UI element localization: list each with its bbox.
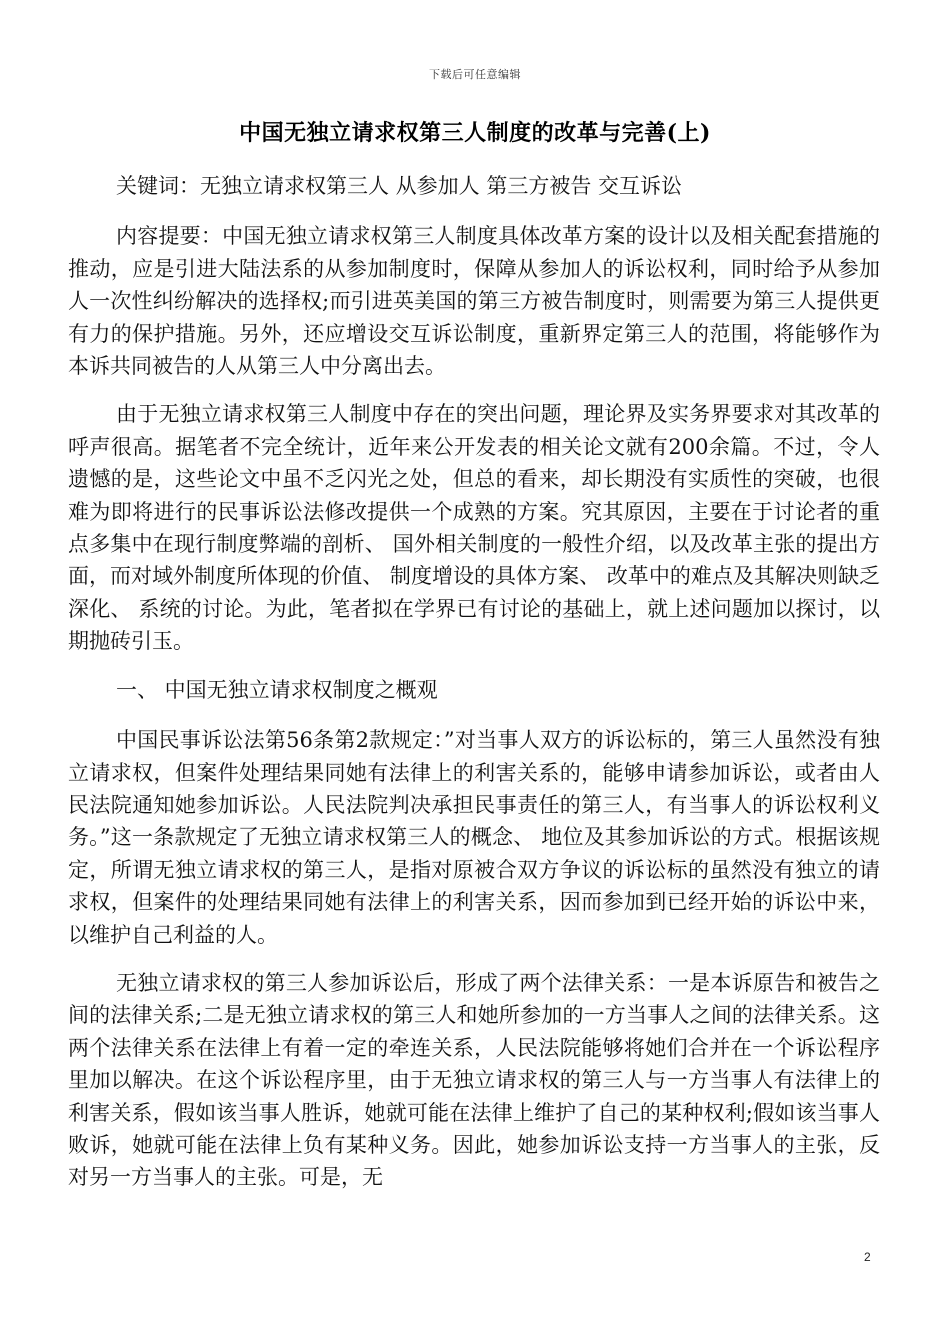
intro-paragraph: 由于无独立请求权第三人制度中存在的突出问题，理论界及实务界要求对其改革的呼声很高。据笔者不完全统计，近年来公开发表的相关论文就有200余篇。不过，令人遗憾的是，这些论文中虽不乏闪光之处，但总的看来，却长期没有实质性的突破，也很难为即将进行的民事诉讼法修改提供一个成熟的方案。究其原因，主要在于讨论者的重点多集中在现行制度弊端的剖析、 国外相关制度的一般性介绍，以及改革主张的提出方面，而对域外制度所体现的价值、 制度增设的具体方案、 改革中的难点及其解决则缺乏深化、 系统的讨论。为此，笔者拟在学界已有讨论的基础上，就上述问题加以探讨，以期抛砖引玉。 <box>68 402 880 654</box>
document-title: 中国无独立请求权第三人制度的改革与完善(上) <box>239 120 711 146</box>
page-number: 2 <box>864 1250 871 1264</box>
abstract-paragraph: 内容提要：中国无独立请求权第三人制度具体改革方案的设计以及相关配套措施的推动，应是引进大陆法系的从参加制度时，保障从参加人的诉讼权利，同时给予从参加人一次性纠纷解决的选择权;而引进英美国的第三方被告制度时，则需要为第三人提供更有力的保护措施。另外，还应增设交互诉讼制度，重新界定第三人的范围，将能够作为本诉共同被告的人从第三人中分离出去。 <box>68 224 880 379</box>
body-paragraph: 中国民事诉讼法第56条第2款规定：”对当事人双方的诉讼标的，第三人虽然没有独立请求权，但案件处理结果同她有法律上的利害关系的，能够申请参加诉讼，或者由人民法院通知她参加诉讼。人民法院判决承担民事责任的第三人，有当事人的诉讼权利义务。”这一条款规定了无独立请求权第三人的概念、 地位及其参加诉讼的方式。根据该规定，所谓无独立请求权的第三人，是指对原被合双方争议的诉讼标的虽然没有独立的请求权，但案件的处理结果同她有法律上的利害关系，因而参加到已经开始的诉讼中来，以维护自己利益的人。 <box>68 728 880 947</box>
section-heading: 一、 中国无独立请求权制度之概观 <box>116 677 438 702</box>
keywords-paragraph: 关键词：无独立请求权第三人 从参加人 第三方被告 交互诉讼 <box>116 174 683 198</box>
document-body <box>68 170 880 1210</box>
body-paragraph: 无独立请求权的第三人参加诉讼后，形成了两个法律关系：一是本诉原告和被告之间的法律关系;二是无独立请求权的第三人和她所参加的一方当事人之间的法律关系。这两个法律关系在法律上有着一定的牵连关系，人民法院能够将她们合并在一个诉讼程序里加以解决。在这个诉讼程序里，由于无独立请求权的第三人与一方当事人有法律上的利害关系，假如该当事人胜诉，她就可能在法律上维护了自己的某种权利;假如该当事人败诉，她就可能在法律上负有某种义务。因此，她参加诉讼支持一方当事人的主张，反对另一方当事人的主张。可是，无 <box>68 970 880 1190</box>
header-note: 下载后可任意编辑 <box>429 68 521 81</box>
